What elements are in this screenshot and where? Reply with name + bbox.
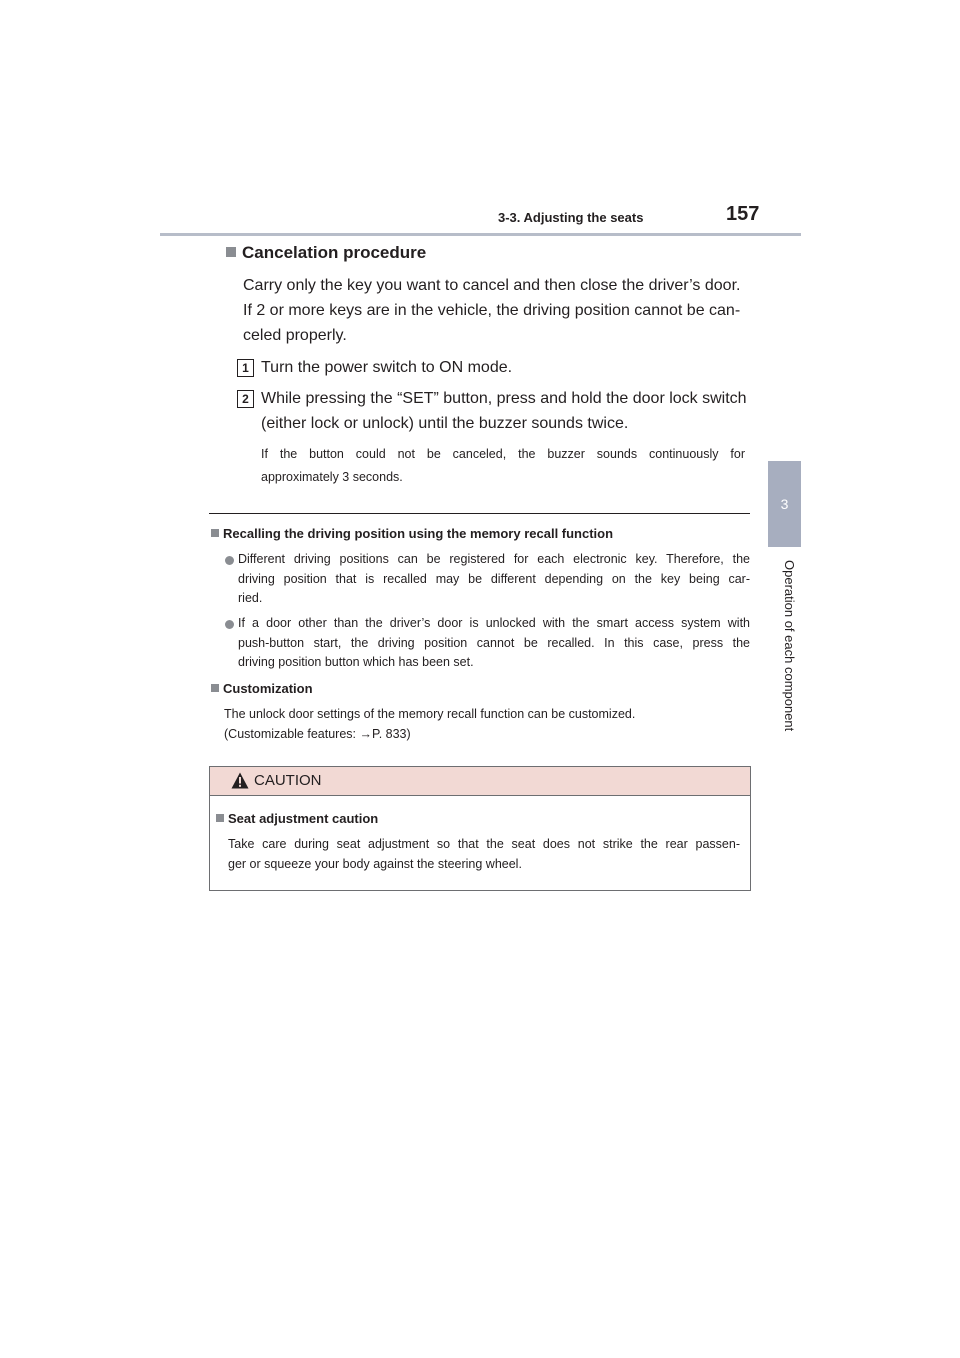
caution-line-2: ger or squeeze your body against the steering wheel. [228, 856, 522, 871]
cancelation-intro-3: celed properly. [243, 327, 347, 344]
cancel-note-line-1: If the button could not be canceled, the buzzer sounds continuously for [261, 447, 745, 461]
recall-bullet-2-line-2: push-button start, the driving position cannot be recalled. In this case, press the [238, 635, 750, 650]
customization-heading [211, 681, 313, 696]
step-1-text: Turn the power switch to ON mode. [261, 359, 513, 376]
page-number: 157 [726, 203, 760, 225]
step-number-1: 1 [237, 359, 254, 377]
header-divider [160, 233, 801, 236]
bullet-dot-icon [225, 620, 234, 629]
customization-line-1: The unlock door settings of the memory recall function can be customized. [224, 707, 636, 721]
section-divider [209, 513, 750, 514]
caution-title: CAUTION [254, 772, 322, 789]
square-bullet-icon [211, 684, 219, 692]
chapter-label: Operation of each component [782, 560, 797, 732]
customization-heading-text: Customization [223, 681, 313, 696]
caution-line-1: Take care during seat adjustment so that the seat does not strike the rear passen- [228, 837, 740, 851]
square-bullet-icon [216, 814, 224, 822]
caution-box [209, 766, 751, 891]
warning-triangle-icon [231, 772, 249, 789]
cancelation-heading-text: Cancelation procedure [242, 243, 427, 262]
customization-line-2: (Customizable features: →P. 833) [224, 726, 411, 741]
square-bullet-icon [226, 247, 236, 257]
recall-heading-text: Recalling the driving position using the memory recall function [223, 526, 614, 541]
caution-heading-text: Seat adjustment caution [228, 811, 379, 826]
step-number-2: 2 [237, 390, 254, 408]
section-title: 3-3. Adjusting the seats [498, 210, 644, 225]
square-bullet-icon [211, 529, 219, 537]
recall-bullet-2-line-1: If a door other than the driver’s door is unlocked with the smart access system with [238, 616, 750, 630]
recall-bullet-1-line-3: ried. [238, 591, 263, 605]
caution-heading [216, 811, 378, 826]
recall-bullet-1-line-1: Different driving positions can be registered for each electronic key. Therefore, the [238, 552, 750, 566]
caution-header [210, 767, 750, 796]
cancelation-heading [226, 243, 426, 263]
step-2-text-line-1: While pressing the “SET” button, press and hold the door lock switch [261, 390, 747, 407]
cancelation-intro-2: If 2 or more keys are in the vehicle, the driving position cannot be can- [243, 302, 741, 319]
step-2-text-line-2: (either lock or unlock) until the buzzer sounds twice. [261, 415, 629, 432]
recall-heading [211, 526, 613, 541]
recall-bullet-2-line-3: driving position button which has been set. [238, 655, 474, 669]
recall-bullet-1-line-2: driving position that is recalled may be different depending on the key being car- [238, 571, 750, 586]
bullet-dot-icon [225, 556, 234, 565]
cancelation-intro-1: Carry only the key you want to cancel and then close the driver’s door. [243, 277, 741, 294]
cancel-note-line-2: approximately 3 seconds. [261, 470, 403, 484]
chapter-tab: 3 [768, 461, 801, 547]
